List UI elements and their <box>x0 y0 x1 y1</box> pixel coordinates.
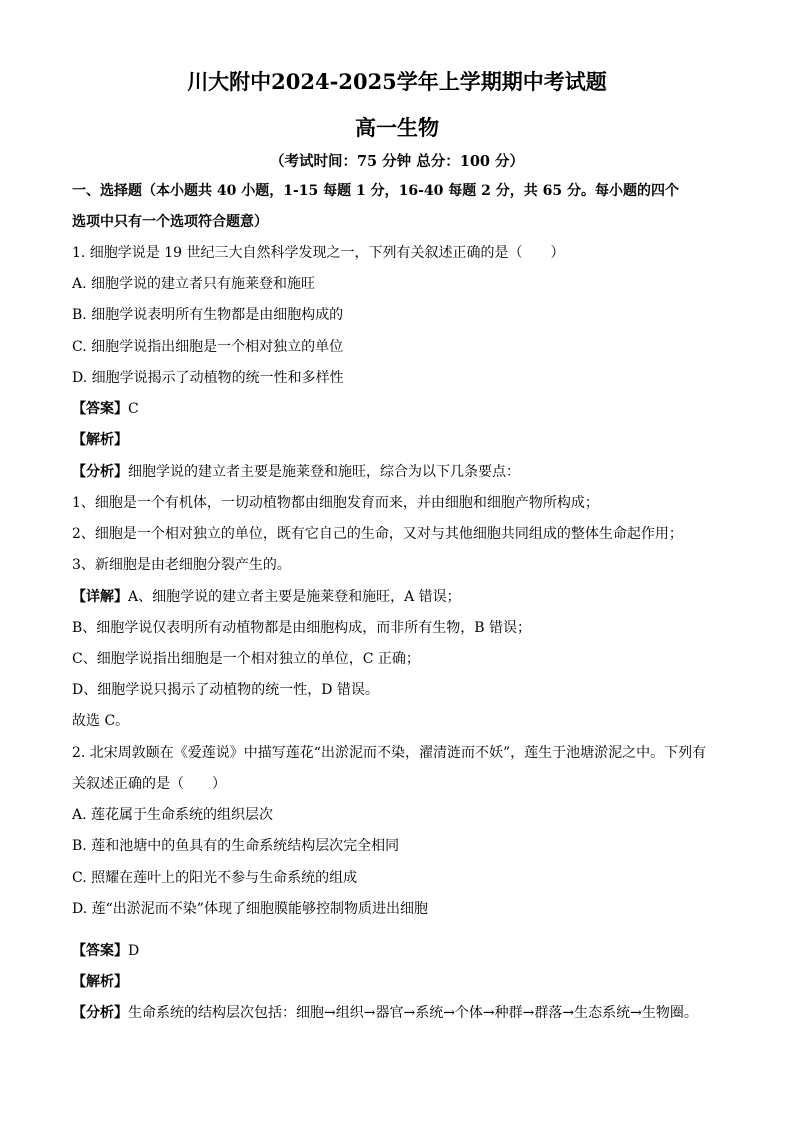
fenxi-text: 细胞学说的建立者主要是施莱登和施旺，综合为以下几条要点： <box>128 464 520 480</box>
q1-fenxi <box>72 462 722 482</box>
q1-point-1: 1、细胞是一个有机体，一切动植物都由细胞发育而来，并由细胞和细胞产物所构成； <box>72 495 599 511</box>
detail-tag: 【详解】 <box>72 589 128 605</box>
q1-option-b: B. 细胞学说表明所有生物都是由细胞构成的 <box>72 307 344 323</box>
section-heading-line2: 选项中只有一个选项符合题意） <box>72 214 268 230</box>
q2-stem-line2: 关叙述正确的是（ ） <box>72 776 226 792</box>
answer-value: D <box>128 943 140 959</box>
q2-option-a: A. 莲花属于生命系统的组织层次 <box>72 807 274 823</box>
q1-stem: 1. 细胞学说是 19 世纪三大自然科学发现之一，下列有关叙述正确的是（ ） <box>72 245 565 261</box>
q1-detail-a <box>72 587 722 607</box>
q1-point-2: 2、细胞是一个相对独立的单位，既有它自己的生命，又对与其他细胞共同组成的整体生命起作用； <box>72 526 683 542</box>
q2-option-d: D. 莲“出淤泥而不染”体现了细胞膜能够控制物质进出细胞 <box>72 901 428 917</box>
q1-conclusion: 故选 C。 <box>72 713 130 729</box>
exam-title: 川大附中2024-2025学年上学期期中考试题 <box>187 69 607 94</box>
fenxi-tag: 【分析】 <box>72 464 128 480</box>
q2-option-b: B. 莲和池塘中的鱼具有的生命系统结构层次完全相同 <box>72 838 400 854</box>
exam-info: （考试时间：75 分钟 总分：100 分） <box>269 153 525 170</box>
section-heading-line1: 一、选择题（本小题共 40 小题，1-15 每题 1 分，16-40 每题 2 分，共 65 分。每小题的四个 <box>72 183 679 199</box>
fenxi-text: 生命系统的结构层次包括：细胞→组织→器官→系统→个体→种群→群落→生态系统→生物圈。 <box>128 1005 698 1021</box>
q2-answer <box>72 941 722 961</box>
q1-option-a: A. 细胞学说的建立者只有施莱登和施旺 <box>72 276 316 292</box>
q1-analysis-tag: 【解析】 <box>72 432 128 448</box>
q1-option-d: D. 细胞学说揭示了动植物的统一性和多样性 <box>72 370 344 386</box>
q2-stem-line1: 2. 北宋周敦颐在《爱莲说》中描写莲花“出淤泥而不染，濯清涟而不妖”，莲生于池塘淤泥之中。下列有 <box>72 745 707 761</box>
q1-option-c: C. 细胞学说指出细胞是一个相对独立的单位 <box>72 339 344 355</box>
answer-value: C <box>128 401 139 417</box>
q2-fenxi <box>72 1003 722 1023</box>
answer-tag: 【答案】 <box>72 401 128 417</box>
q1-detail-c: C、细胞学说指出细胞是一个相对独立的单位，C 正确； <box>72 651 420 667</box>
fenxi-tag: 【分析】 <box>72 1005 128 1021</box>
q1-detail-b: B、细胞学说仅表明所有动植物都是由细胞构成，而非所有生物，B 错误； <box>72 620 532 636</box>
answer-tag: 【答案】 <box>72 943 128 959</box>
q1-detail-d: D、细胞学说只揭示了动植物的统一性，D 错误。 <box>72 682 379 698</box>
subject-title: 高一生物 <box>355 115 439 140</box>
q2-analysis-tag: 【解析】 <box>72 974 128 990</box>
q2-option-c: C. 照耀在莲叶上的阳光不参与生命系统的组成 <box>72 870 358 886</box>
q1-answer <box>72 399 722 419</box>
detail-text: A、细胞学说的建立者主要是施莱登和施旺，A 错误； <box>128 589 461 605</box>
q1-point-3: 3、新细胞是由老细胞分裂产生的。 <box>72 557 291 573</box>
